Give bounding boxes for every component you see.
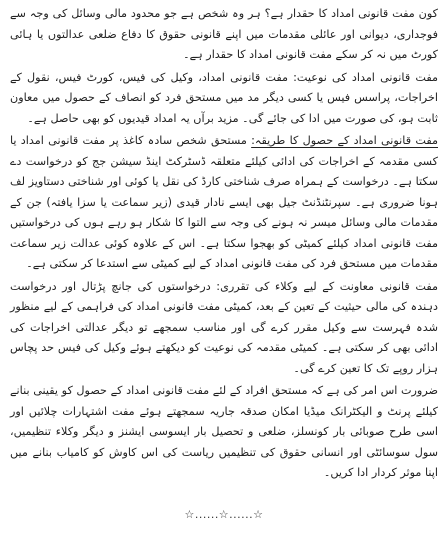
- paragraph-eligibility: [10, 4, 438, 66]
- paragraph-lawyer-appointment-text: مفت قانونی معاونت کے لیے وکلاء کی تقرری: درخواستوں کی جانچ پڑتال اور درخواست دہندہ کی مالی حیثیت کے تعین کے بعد، کمیٹی مفت قانونی امداد کی فراہمی کے لیے منظور شدہ فہرست سے وکیل مقرر کرے گی اور مناسب سمجھے تو دیگر عدالتی اخراجات کی ادائی بھی کر سکتی ہے۔ کمیٹی مقدمہ کی نوعیت کو دیکھتے ہوئے وکیل کی فیس حد پچاس ہزار روپے تک کا تعین کرے گی۔: [10, 279, 438, 375]
- paragraph-conclusion-text: ضرورت اس امر کی ہے کہ مستحق افراد کے لئے مفت قانونی امداد کے حصول کو یقینی بنانے کیلئے پرنٹ و الیکٹرانک میڈیا امکان صدقہ جاریہ سمجھتے ہوئے مفت اشتہارات چلائیں اور اسی طرح صوبائی بار کونسلز، ضلعی و تحصیل بار ایسوسی ایشنز و دیگر وکلاء تنظیمیں، سول سوسائٹی اور انسانی حقوق کی تنظیمیں ریاست کی اس کاوش کو کامیاب بنانے میں اپنا موثر کردار ادا کریں۔: [10, 384, 438, 479]
- paragraph-procedure-text: مستحق شخص سادہ کاغذ پر مفت قانونی امداد یا کسی مقدمہ کے اخراجات کی ادائی کیلئے متعلقہ ڈسٹرکٹ اینڈ سیشن جج کو درخواست دے سکتا ہے۔ درخواست کے ہمراہ صرف شناختی کارڈ کی نقل یا کوئی اور شناختی دستاویز لف ہونا ضروری ہے۔ سپرنٹنڈنٹ جیل بھی ایسے نادار قیدی (زیر سماعت یا سزا یافتہ) جن کے مقدمات مالی وسائل میسر نہ ہونے کی وجہ سے التوا کا شکار ہو رہے ہوں کی درخواستیں مفت قانونی امداد کیلئے کمیٹی کو بھجوا سکتا ہے۔ اس کے علاوہ کوئی عدالت زیر سماعت مقدمات میں مستحق فرد کی مفت قانونی امداد کے لیے کمیٹی سے استدعا کر سکتی ہے۔: [10, 134, 438, 270]
- paragraph-eligibility-text: کون مفت قانونی امداد کا حقدار ہے؟ ہر وہ شخص ہے جو محدود مالی وسائل کی وجہ سے فوجداری، دیوانی اور عائلی مقدمات میں اپنے قانونی حقوق کا دفاع ضلعی عدالتوں یا ہائی کورٹ میں نہ کر سکے مفت قانونی امداد کا حقدار ہے۔: [10, 7, 438, 61]
- star-separator: ☆......☆......☆: [184, 508, 264, 521]
- paragraph-aid-nature: [10, 68, 438, 130]
- paragraph-lawyer-appointment: [10, 277, 438, 380]
- paragraph-conclusion: [10, 381, 438, 484]
- procedure-heading: مفت قانونی امداد کے حصول کا طریقہ:: [251, 134, 438, 147]
- paragraph-aid-nature-text: مفت قانونی امداد کی نوعیت: مفت قانونی امداد، وکیل کی فیس، کورٹ فیس، نقول کے اخراجات، پراسس فیس یا کسی دیگر مد میں مستحق فرد کو انصاف کے حصول میں معاون ثابت ہو، کی صورت میں ادا کی جائے گی۔ مزید برآں یہ امداد قیدیوں کو بھی حاصل ہے۔: [10, 70, 438, 125]
- paragraph-procedure: [10, 131, 438, 275]
